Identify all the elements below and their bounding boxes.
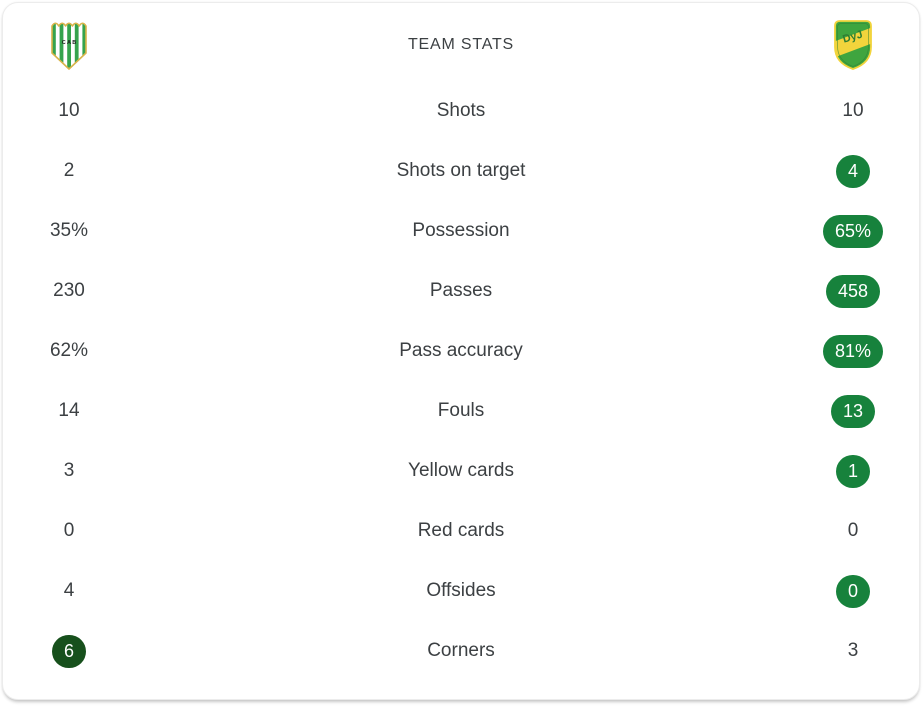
stat-row xyxy=(3,561,919,621)
home-value: 3 xyxy=(63,460,75,481)
away-value-cell xyxy=(787,635,919,668)
stat-row xyxy=(3,141,919,201)
away-value: 1 xyxy=(836,455,870,488)
home-team-crest xyxy=(3,18,135,72)
home-value-cell xyxy=(3,335,135,368)
stat-row xyxy=(3,381,919,441)
away-value: 13 xyxy=(831,395,875,428)
stat-label: Possession xyxy=(412,220,510,241)
away-value-cell xyxy=(787,335,919,368)
stat-row xyxy=(3,501,919,561)
home-value: 6 xyxy=(52,635,86,668)
stat-row xyxy=(3,321,919,381)
stat-label: Offsides xyxy=(426,580,496,601)
stat-label: Shots xyxy=(436,100,486,121)
away-value: 0 xyxy=(847,520,859,541)
stat-label: Passes xyxy=(429,280,493,301)
home-value-cell xyxy=(3,455,135,488)
stat-label: Shots on target xyxy=(396,160,526,181)
home-value: 35% xyxy=(49,220,89,241)
away-value-cell xyxy=(787,215,919,248)
away-value-cell xyxy=(787,575,919,608)
away-value-cell xyxy=(787,95,919,128)
card-header xyxy=(3,3,919,87)
stat-row xyxy=(3,201,919,261)
home-value-cell xyxy=(3,155,135,188)
stat-label: Pass accuracy xyxy=(399,340,523,361)
away-value: 81% xyxy=(823,335,883,368)
stat-label: Corners xyxy=(427,640,495,661)
team-stats-card xyxy=(2,2,920,700)
away-value: 0 xyxy=(836,575,870,608)
home-value: 0 xyxy=(63,520,75,541)
away-value-cell xyxy=(787,455,919,488)
stat-row xyxy=(3,621,919,681)
home-crest-initials: C A B xyxy=(61,40,77,46)
stats-rows xyxy=(3,81,919,681)
home-value-cell xyxy=(3,635,135,668)
home-value-cell xyxy=(3,275,135,308)
away-value: 10 xyxy=(842,100,864,121)
away-value-cell xyxy=(787,275,919,308)
away-value: 65% xyxy=(823,215,883,248)
away-value-cell xyxy=(787,155,919,188)
stat-row xyxy=(3,261,919,321)
away-value: 458 xyxy=(826,275,880,308)
home-team-crest-icon xyxy=(49,18,89,72)
away-team-crest xyxy=(787,18,919,72)
home-value: 62% xyxy=(49,340,89,361)
home-value-cell xyxy=(3,575,135,608)
home-value: 2 xyxy=(63,160,75,181)
away-value: 4 xyxy=(836,155,870,188)
home-value-cell xyxy=(3,95,135,128)
stat-label: Fouls xyxy=(437,400,485,421)
stat-label: Red cards xyxy=(417,520,505,541)
stat-label: Yellow cards xyxy=(408,460,514,481)
stat-row xyxy=(3,441,919,501)
home-value: 4 xyxy=(63,580,75,601)
home-value: 10 xyxy=(58,100,80,121)
card-title: TEAM STATS xyxy=(407,36,515,53)
home-value-cell xyxy=(3,395,135,428)
away-team-crest-icon xyxy=(830,18,876,72)
away-value-cell xyxy=(787,515,919,548)
away-value-cell xyxy=(787,395,919,428)
home-value: 14 xyxy=(58,400,80,421)
away-value: 3 xyxy=(847,640,859,661)
away-crest-initials: DyJ xyxy=(841,28,865,46)
home-value: 230 xyxy=(53,280,85,301)
stat-row xyxy=(3,81,919,141)
home-value-cell xyxy=(3,215,135,248)
home-value-cell xyxy=(3,515,135,548)
